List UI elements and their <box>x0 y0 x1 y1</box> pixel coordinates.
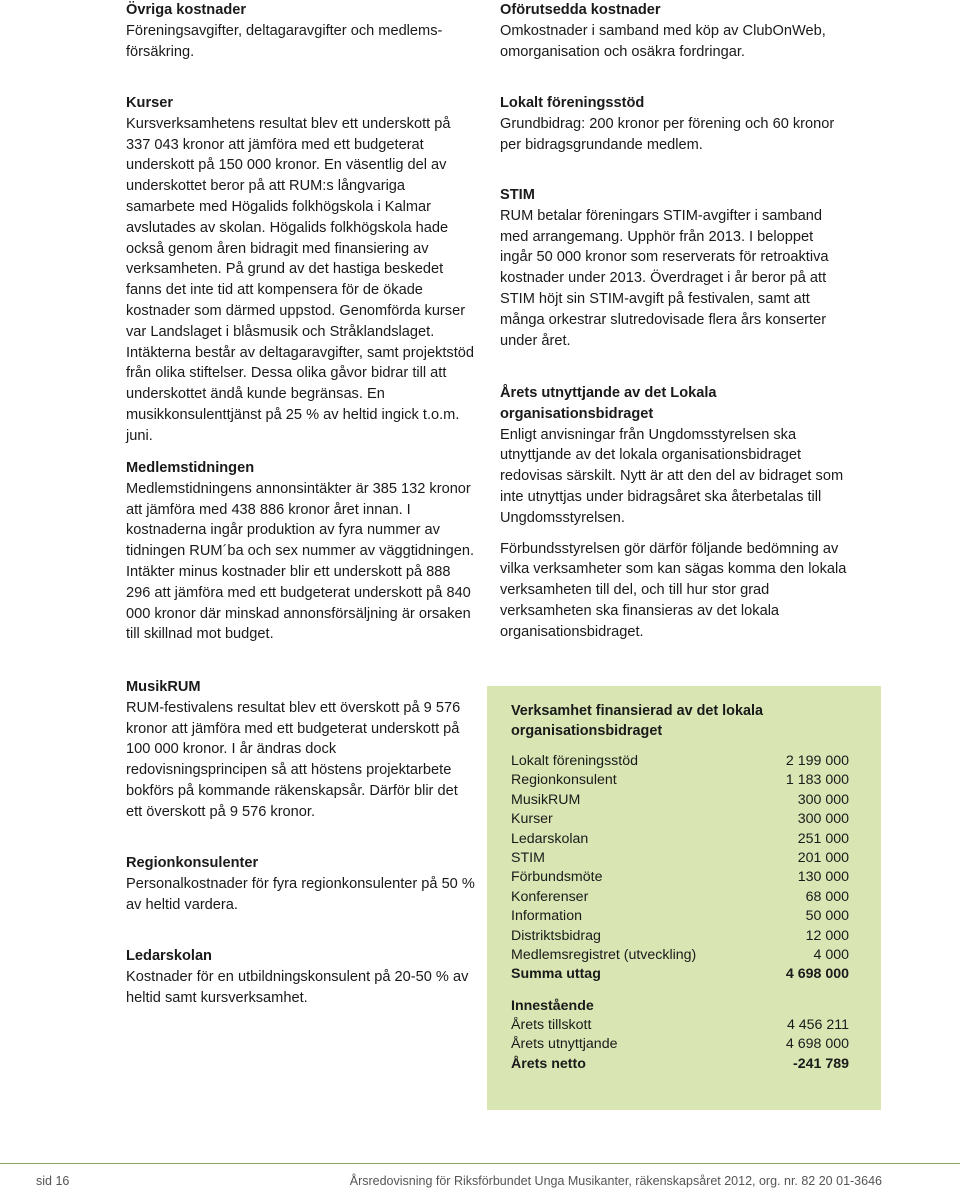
total-label: Summa uttag <box>511 966 601 983</box>
row-value: 2 199 000 <box>785 753 849 769</box>
section-body: Grundbidrag: 200 kronor per förening och 60 kronor per bidragsgrundande medlem. <box>500 115 835 153</box>
section-body-2: Förbundsstyrelsen gör därför följande bedömning av vilka verksamheter som kan sägas komma den lokala verksamheten till del, och till hur stor grad verksamheten ska finansieras av det lokala organisationsbidraget. <box>500 540 847 640</box>
section-heading: Kurser <box>126 95 174 111</box>
list-item <box>511 868 849 887</box>
section-lokalt-foreningsstod <box>500 93 848 155</box>
row-label: Ledarskolan <box>511 830 589 847</box>
section-medlemstidningen <box>126 458 478 645</box>
section-heading: Regionkonsulenter <box>126 855 259 871</box>
section-body: Medlemstidningens annonsintäkter är 385 132 kronor att jämföra med 438 886 kronor året innan. I kostnaderna ingår produktion av fyra nummer av tidningen RUM´ba och sex nummer av väggtidningen. Intäkter minus kostnader blir ett underskott på 888 296 att jämföra med ett budgeterat underskott på 840 000 kronor där minskad annonsförsäljning är orsaken till skillnad mot budget. <box>126 480 475 643</box>
box-title: Verksamhet finansierad av det lokala organisationsbidraget <box>511 703 763 739</box>
footer-divider <box>0 1163 960 1164</box>
section-body: Föreningsavgifter, deltagaravgifter och medlems-försäkring. <box>126 22 443 60</box>
balance-heading: Innestående <box>511 998 594 1014</box>
row-label: Årets utnyttjande <box>511 1036 618 1053</box>
section-heading: Medlemstidningen <box>126 460 255 476</box>
row-value: 68 000 <box>805 888 849 905</box>
net-label: Årets netto <box>511 1055 586 1072</box>
row-value: 1 183 000 <box>785 772 849 789</box>
footer-document-title: Årsredovisning för Riksförbundet Unga Musikanter, räkenskapsåret 2012, org. nr. 82 20 01-3646 <box>349 1174 882 1188</box>
section-heading: Årets utnyttjande av det Lokala organisationsbidraget <box>500 385 717 422</box>
row-label: Konferenser <box>511 888 589 905</box>
list-item <box>511 907 849 926</box>
list-item <box>511 830 849 849</box>
row-value: 251 000 <box>797 830 849 847</box>
section-kurser <box>126 93 478 447</box>
row-value: 300 000 <box>797 811 849 828</box>
section-regionkonsulenter <box>126 853 478 915</box>
total-row <box>511 965 849 984</box>
row-label: Kurser <box>511 811 553 828</box>
financing-summary-box <box>487 686 881 1110</box>
net-row <box>511 1055 849 1074</box>
row-value: 4 456 211 <box>786 1017 849 1033</box>
section-heading: Oförutsedda kostnader <box>500 2 661 18</box>
row-value: 12 000 <box>805 927 849 944</box>
list-item <box>511 771 849 790</box>
section-heading: MusikRUM <box>126 679 201 695</box>
row-label: Lokalt föreningsstöd <box>511 753 638 769</box>
section-ovriga-kostnader <box>126 0 478 62</box>
section-body: RUM-festivalens resultat blev ett överskott på 9 576 kronor att jämföra med ett budgeterat underskott på 100 000 kronor. I år ändras dock redovisningsprincipen så att höstens projektarbete bokförs på kommande räkenskapsår. Därför blir det ett överskott på 9 576 kronor. <box>126 699 461 820</box>
list-item <box>511 1016 849 1035</box>
net-value: -241 789 <box>792 1055 849 1072</box>
row-label: Information <box>511 908 582 925</box>
section-heading: STIM <box>500 187 535 203</box>
section-oforutsedda-kostnader <box>500 0 848 62</box>
section-heading: Övriga kostnader <box>126 2 247 18</box>
section-heading: Ledarskolan <box>126 948 212 964</box>
section-body: Personalkostnader för fyra regionkonsulenter på 50 % av heltid vardera. <box>126 875 475 913</box>
row-value: 300 000 <box>797 791 849 808</box>
list-item <box>511 810 849 829</box>
list-item <box>511 791 849 810</box>
section-arets-utnyttjande <box>500 383 848 643</box>
row-value: 4 698 000 <box>785 1036 849 1053</box>
section-heading: Lokalt föreningsstöd <box>500 95 645 111</box>
list-item <box>511 752 849 771</box>
row-label: Förbundsmöte <box>511 869 603 886</box>
list-item <box>511 1035 849 1054</box>
row-label: Medlemsregistret (utveckling) <box>511 946 697 963</box>
row-label: MusikRUM <box>511 791 581 808</box>
list-item <box>511 849 849 868</box>
section-body: Omkostnader i samband med köp av ClubOnWeb, omorganisation och osäkra fordringar. <box>500 22 826 60</box>
section-body: Kursverksamhetens resultat blev ett underskott på 337 043 kronor att jämföra med ett budgeterat underskott på 150 000 kronor. En väsentlig del av underskottet beror på att RUM:s långvariga samarbete med Högalids folkhögskola i Kalmar avslutades av skolan. Högalids folkhögskola hade också genom åren bidragit med finansiering av verksamheten. På grund av det hastiga beskedet fanns det inte tid att kompensera för de ökade kostnader som därmed uppstod. Genomförda kurser var Landslaget i blåsmusik och Stråklandslaget. Intäkterna består av deltagaravgifter, samt projektstöd från olika stiftelser. Dessa olika gåvor bidrar till att underskottet ändå kunde begränsas. En musikkonsulenttjänst på 25 % av heltid ingick t.o.m. juni. <box>126 115 475 444</box>
list-item <box>511 927 849 946</box>
section-body: Enligt anvisningar från Ungdomsstyrelsen ska utnyttjande av det lokala organisationsbidraget redovisas särskilt. Nytt är att den del av bidraget som inte utnyttjas under bidragsåret ska återbetalas till Ungdomsstyrelsen. <box>500 426 844 526</box>
row-value: 130 000 <box>797 869 849 886</box>
total-value: 4 698 000 <box>785 966 849 983</box>
list-item <box>511 888 849 907</box>
row-value: 50 000 <box>805 908 849 925</box>
section-body: Kostnader för en utbildningskonsulent på 20-50 % av heltid samt kursverksamhet. <box>126 968 469 1006</box>
row-value: 4 000 <box>813 946 849 963</box>
section-ledarskolan <box>126 946 478 1008</box>
row-label: Årets tillskott <box>511 1017 592 1033</box>
section-body: RUM betalar föreningars STIM-avgifter i samband med arrangemang. Upphör från 2013. I beloppet ingår 50 000 kronor som reserverats för retroaktiva kostnader under 2013. Överdraget i år beror på att STIM höjt sin STIM-avgift på festivalen, samt att många orkestrar slutredovisade flera års konserter under året. <box>500 207 829 349</box>
page-number: sid 16 <box>36 1174 70 1188</box>
row-value: 201 000 <box>797 849 849 866</box>
section-stim <box>500 185 848 351</box>
row-label: STIM <box>511 849 545 866</box>
row-label: Distriktsbidrag <box>511 927 601 944</box>
section-musikrum <box>126 677 478 823</box>
financing-list <box>511 752 849 985</box>
list-item <box>511 946 849 965</box>
balance-list <box>511 996 849 1074</box>
row-label: Regionkonsulent <box>511 772 617 789</box>
